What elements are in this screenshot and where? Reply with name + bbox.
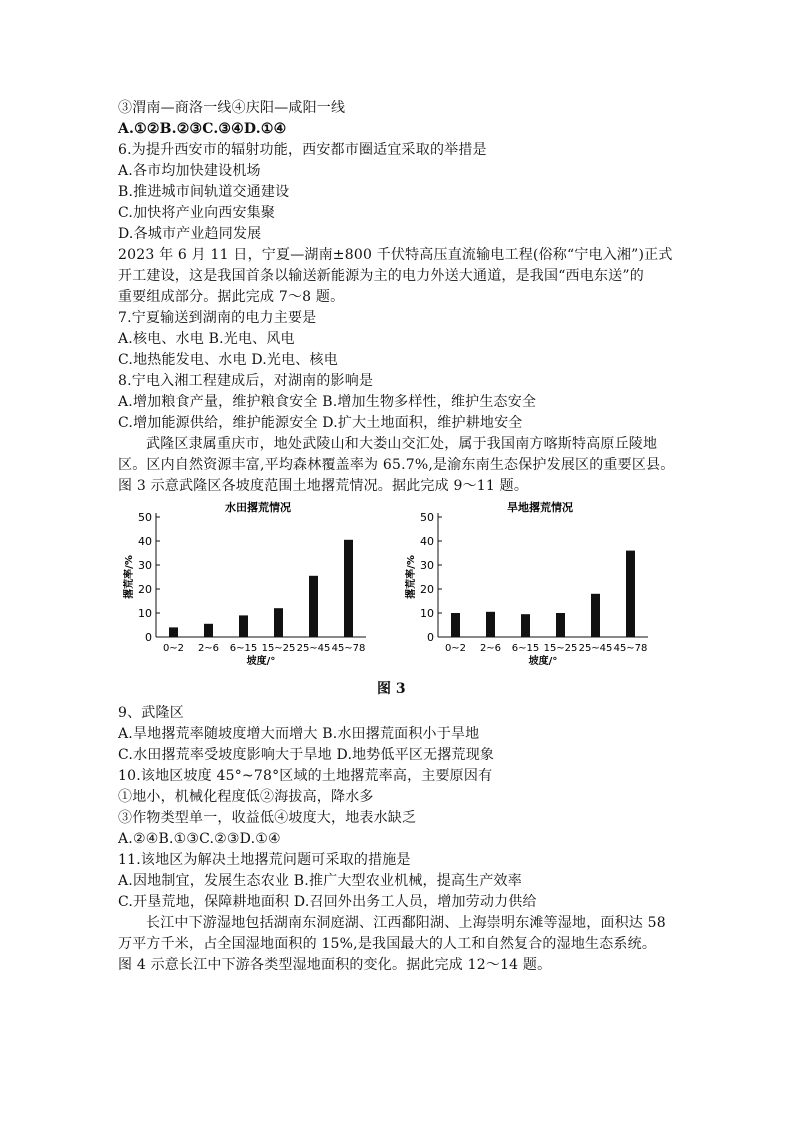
chart-title: 水田撂荒情况 xyxy=(225,501,291,514)
passage-line: 图 4 示意长江中下游各类型湿地面积的变化。据此完成 12～14 题。 xyxy=(118,957,552,973)
bar xyxy=(451,613,460,637)
y-tick-label: 20 xyxy=(420,583,434,596)
x-tick-label: 6~15 xyxy=(229,643,258,654)
y-tick-label: 30 xyxy=(138,559,152,572)
x-tick-label: 45~78 xyxy=(613,643,648,654)
x-tick-label: 15~25 xyxy=(261,643,296,654)
option-line: B.推进城市间轨道交通建设 xyxy=(118,184,290,200)
option-line: D.各城市产业趋同发展 xyxy=(118,226,262,242)
y-tick-label: 50 xyxy=(138,511,152,524)
bar-chart-svg xyxy=(400,497,660,665)
bar xyxy=(344,540,353,637)
y-axis-label: 撂荒率/% xyxy=(124,555,135,599)
y-tick-label: 40 xyxy=(138,535,152,548)
option-line: C.加快将产业向西安集聚 xyxy=(118,205,276,221)
bar xyxy=(521,614,530,637)
question-6: 6.为提升西安市的辐射功能，西安都市圈适宜采取的举措是 xyxy=(118,142,487,158)
y-tick-label: 30 xyxy=(420,559,434,572)
passage-line: 万平方千米，占全国湿地面积的 15%,是我国最大的人工和自然复合的湿地生态系统。 xyxy=(118,936,657,952)
y-tick-label: 40 xyxy=(420,535,434,548)
bar xyxy=(486,612,495,637)
text-line: ③渭南—商洛一线④庆阳—咸阳一线 xyxy=(118,100,346,116)
x-tick-label: 45~78 xyxy=(331,643,366,654)
question-7: 7.宁夏输送到湖南的电力主要是 xyxy=(118,310,317,326)
y-tick-label: 0 xyxy=(145,631,152,644)
y-tick-label: 10 xyxy=(138,607,152,620)
bar xyxy=(274,608,283,637)
chart-title: 旱地撂荒情况 xyxy=(507,501,573,514)
chart-paddy-abandonment xyxy=(118,497,378,665)
x-tick-label: 0~2 xyxy=(162,643,185,654)
bar xyxy=(591,594,600,637)
bar xyxy=(169,627,178,637)
passage-line: 重要组成部分。据此完成 7～8 题。 xyxy=(118,289,345,305)
option-line: A.增加粮食产量，维护粮食安全 B.增加生物多样性，维护生态安全 xyxy=(118,394,537,410)
passage-line: 2023 年 6 月 11 日，宁夏—湖南±800 千伏特高压直流输电工程(俗称“宁电入湘”)正式 xyxy=(118,247,673,263)
passage-line: 武隆区隶属重庆市，地处武陵山和大娄山交汇处，属于我国南方喀斯特高原丘陵地 xyxy=(146,436,658,452)
passage-line: 开工建设，这是我国首条以输送新能源为主的电力外送大通道，是我国“西电东送”的 xyxy=(118,268,644,284)
x-tick-label: 25~45 xyxy=(296,643,331,654)
bar xyxy=(309,576,318,637)
option-line: ③作物类型单一，收益低④坡度大，地表水缺乏 xyxy=(118,810,417,826)
question-11: 11.该地区为解决土地撂荒问题可采取的措施是 xyxy=(118,852,411,868)
y-tick-label: 50 xyxy=(420,511,434,524)
y-tick-label: 20 xyxy=(138,583,152,596)
option-line: ①地小，机械化程度低②海拔高，降水多 xyxy=(118,789,374,805)
chart-dryland-abandonment xyxy=(400,497,660,665)
option-line: C.水田撂荒率受坡度影响大于旱地 D.地势低平区无撂荒现象 xyxy=(118,747,495,763)
passage-line: 区。区内自然资源丰富,平均森林覆盖率为 65.7%,是渝东南生态保护发展区的重要区县。 xyxy=(118,457,675,473)
bar xyxy=(239,615,248,637)
y-tick-label: 0 xyxy=(427,631,434,644)
option-line: A.各市均加快建设机场 xyxy=(118,163,261,179)
question-9: 9、武隆区 xyxy=(118,705,184,721)
passage-line: 长江中下游湿地包括湖南东洞庭湖、江西鄱阳湖、上海崇明东滩等湿地，面积达 58 xyxy=(146,915,666,931)
option-line: A.核电、水电 B.光电、风电 xyxy=(118,331,295,347)
y-tick-label: 10 xyxy=(420,607,434,620)
answer-options: A.②④B.①③C.②③D.①④ xyxy=(118,831,281,847)
bar xyxy=(626,551,635,637)
x-tick-label: 25~45 xyxy=(578,643,613,654)
x-axis-label: 坡度/° xyxy=(528,656,558,665)
bar xyxy=(556,613,565,637)
passage-line: 图 3 示意武隆区各坡度范围土地撂荒情况。据此完成 9～11 题。 xyxy=(118,478,529,494)
x-tick-label: 0~2 xyxy=(444,643,467,654)
bar-chart-svg xyxy=(118,497,378,665)
figure-label: 图 3 xyxy=(377,681,406,697)
option-line: C.开垦荒地，保障耕地面积 D.召回外出务工人员，增加劳动力供给 xyxy=(118,894,537,910)
question-8: 8.宁电入湘工程建成后，对湖南的影响是 xyxy=(118,373,374,389)
answer-options: A.①②B.②③C.③④D.①④ xyxy=(118,121,287,137)
x-tick-label: 2~6 xyxy=(197,643,220,654)
option-line: C.地热能发电、水电 D.光电、核电 xyxy=(118,352,338,368)
y-axis-label: 撂荒率/% xyxy=(406,555,417,599)
x-tick-label: 15~25 xyxy=(543,643,578,654)
x-tick-label: 6~15 xyxy=(511,643,540,654)
x-axis-label: 坡度/° xyxy=(246,656,276,665)
option-line: C.增加能源供给，维护能源安全 D.扩大土地面积，维护耕地安全 xyxy=(118,415,523,431)
x-tick-label: 2~6 xyxy=(479,643,502,654)
question-10: 10.该地区坡度 45°~78°区域的土地撂荒率高，主要原因有 xyxy=(118,768,493,784)
option-line: A.因地制宜，发展生态农业 B.推广大型农业机械，提高生产效率 xyxy=(118,873,522,889)
option-line: A.旱地撂荒率随坡度增大而增大 B.水田撂荒面积小于旱地 xyxy=(118,726,480,742)
bar xyxy=(204,624,213,637)
